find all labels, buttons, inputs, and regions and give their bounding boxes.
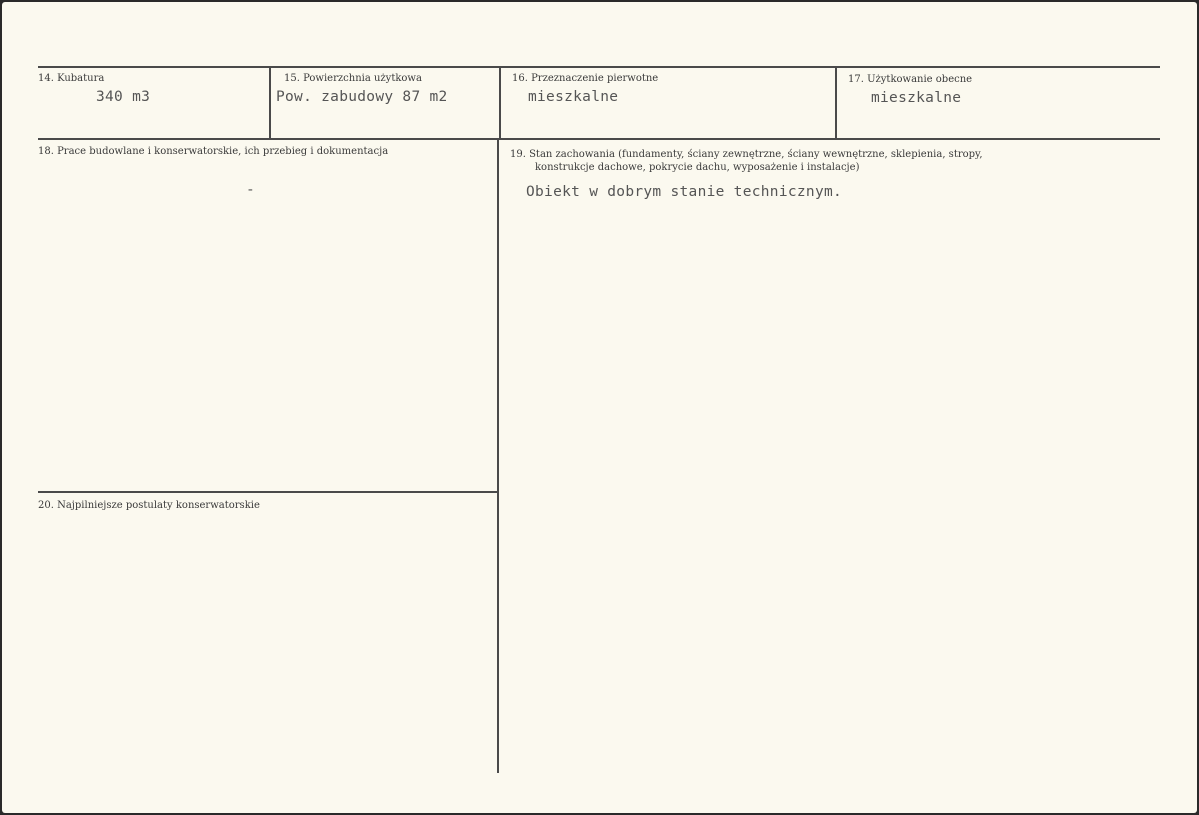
- field-17-label: 17. Użytkowanie obecne: [848, 74, 973, 85]
- field-20-label: 20. Najpilniejsze postulaty konserwatorskie: [38, 500, 260, 511]
- field-19-value: Obiekt w dobrym stanie technicznym.: [526, 184, 843, 200]
- field-19-label-line1: 19. Stan zachowania (fundamenty, ściany zewnętrzne, ściany wewnętrzne, sklepienia, stropy,: [510, 149, 983, 160]
- divider-14-15: [269, 67, 271, 139]
- top-row-bottom-rule: [38, 138, 1160, 140]
- divider-15-16: [499, 67, 501, 139]
- field-15-value: Pow. zabudowy 87 m2: [276, 89, 448, 105]
- field-14-value: 340 m3: [96, 89, 151, 105]
- record-card: [2, 2, 1197, 813]
- field-14-label: 14. Kubatura: [38, 73, 105, 84]
- divider-16-17: [835, 67, 837, 139]
- field-18-label: 18. Prace budowlane i konserwatorskie, ich przebieg i dokumentacja: [38, 146, 389, 157]
- main-column-divider: [497, 140, 499, 773]
- field-16-value: mieszkalne: [528, 89, 619, 105]
- field-18-value: -: [246, 182, 256, 198]
- field-16-label: 16. Przeznaczenie pierwotne: [512, 73, 659, 84]
- field-20-top-rule: [38, 491, 498, 493]
- field-17-value: mieszkalne: [871, 90, 962, 106]
- top-row-top-rule: [38, 66, 1160, 68]
- field-15-label: 15. Powierzchnia użytkowa: [284, 73, 422, 84]
- field-19-label-line2: konstrukcje dachowe, pokrycie dachu, wyposażenie i instalacje): [535, 162, 860, 173]
